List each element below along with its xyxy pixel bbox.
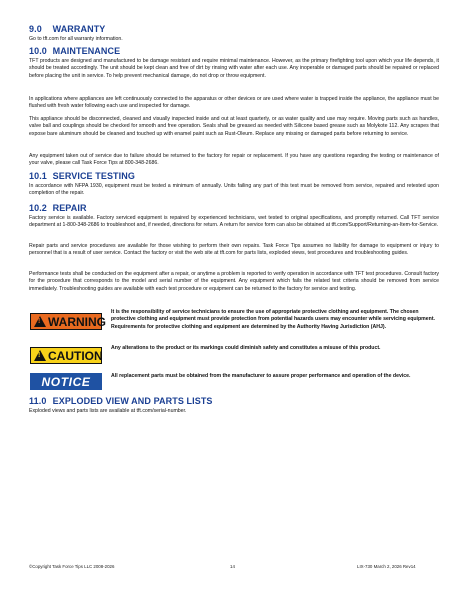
section-title: MAINTENANCE (52, 46, 121, 56)
maintenance-paragraph-1: TFT products are designed and manufactured to be damage resistant and require minimal maintenance. However, as the primary firefighting tool upon which your life depends, it should be treated accordingly. The unit should be kept clean and free of dirt by rinsing with water after each use. Any inoperable or damaged parts should be repaired or replaced before placing the unit in service. To help prevent mechanical damage, do not drop or throw equipment. (29, 58, 439, 79)
notice-sign (30, 373, 102, 390)
repair-paragraph-1: Factory service is available. Factory serviced equipment is repaired by experienced technicians, wet tested to original specifications, and promptly returned. Call TFT service department at 1-800-348-2686 to troubleshoot and, if needed, directions for return. A return for service form can also be obtained at tft.com/Support/Returning-an-Item-for-Service. (29, 215, 439, 229)
section-number: 10.2 (29, 203, 47, 213)
maintenance-paragraph-3: This appliance should be disconnected, cleaned and visually inspected inside and out at least quarterly, or as water quality and use may require. Moving parts such as handles, valve ball and couplings should be checked for smooth and free operation. Seals shall be greased as needed with Silicone based grease such as Molykote 112. Any scrapes that expose bare aluminum should be cleaned and touched up with enamel paint such as Rust-Oleum. Replace any missing or damaged parts before returning to service. (29, 116, 439, 137)
caution-label: CAUTION (48, 348, 103, 363)
footer-document-id: LIX-730 March 2, 2026 Rev14 (357, 564, 416, 569)
section-title: SERVICE TESTING (52, 171, 135, 181)
service-testing-paragraph: In accordance with NFPA 1930, equipment must be tested a minimum of annually. Units failing any part of this test must be removed from service, repaired and retested upon completion of the repair. (29, 183, 439, 197)
section-heading-service-testing (29, 171, 135, 181)
section-number: 10.0 (29, 46, 47, 56)
warranty-paragraph: Go to tft.com for all warranty information. (29, 36, 123, 42)
maintenance-paragraph-4: Any equipment taken out of service due to failure should be returned to the factory for repair or replacement. If you have any questions regarding the testing or maintenance of your valve, please call Task Force Tips at 800-348-2686. (29, 153, 439, 167)
section-heading-maintenance (29, 46, 120, 56)
repair-paragraph-3: Performance tests shall be conducted on the equipment after a repair, or anytime a problem is reported to verify operation in accordance with TFT test procedures. Consult factory for the procedure that corresponds to the model and serial number of the equipment. Any equipment which fails the related test criteria should be removed from service immediately. Troubleshooting guides are available with each test procedure or equipment can be returned to the factory for service and testing. (29, 271, 439, 292)
footer-page-number: 14 (230, 564, 235, 569)
caution-text: Any alterations to the product or its markings could diminish safety and constitutes a misuse of this product. (111, 345, 381, 351)
section-heading-exploded-view (29, 396, 213, 406)
section-number: 10.1 (29, 171, 47, 181)
warning-label: WARNING (48, 314, 106, 329)
warning-triangle-icon: ! (34, 316, 46, 327)
section-title: WARRANTY (52, 24, 106, 34)
notice-label: NOTICE (41, 374, 91, 389)
maintenance-paragraph-2: In applications where appliances are left continuously connected to the apparatus or other devices or are used where water is trapped inside the appliance, the appliance must be flushed with fresh water following each use and inspected for damage. (29, 96, 439, 110)
exploded-view-paragraph: Exploded views and parts lists are available at tft.com/serial-number. (29, 408, 187, 414)
section-number: 9.0 (29, 24, 42, 34)
section-heading-repair (29, 203, 87, 213)
repair-paragraph-2: Repair parts and service procedures are available for those wishing to perform their own repairs. Task Force Tips assumes no liability for damage to equipment or injury to personnel that is a result of user service. Contact the factory or visit the web site at tft.com for parts lists, exploded views, test procedures and troubleshooting guides. (29, 243, 439, 257)
notice-text: All replacement parts must be obtained from the manufacturer to assure proper performance and operation of the device. (111, 373, 411, 379)
section-number: 11.0 (29, 396, 47, 406)
warning-sign (30, 313, 106, 330)
footer-copyright: ©Copyright Task Force Tips LLC 2008-2026 (29, 564, 115, 569)
section-title: EXPLODED VIEW AND PARTS LISTS (52, 396, 213, 406)
caution-triangle-icon: ! (34, 350, 46, 361)
warning-text: It is the responsibility of service technicians to ensure the use of appropriate protective clothing and equipment. The chosen protective clothing and equipment must provide protection from potential hazards users may encounter while servicing equipment. Requirements for protective clothing and equipment are determined by the Authority Having Jurisdiction (AHJ). (111, 309, 435, 330)
section-title: REPAIR (52, 203, 87, 213)
section-heading-warranty (29, 24, 105, 34)
caution-sign (30, 347, 102, 364)
